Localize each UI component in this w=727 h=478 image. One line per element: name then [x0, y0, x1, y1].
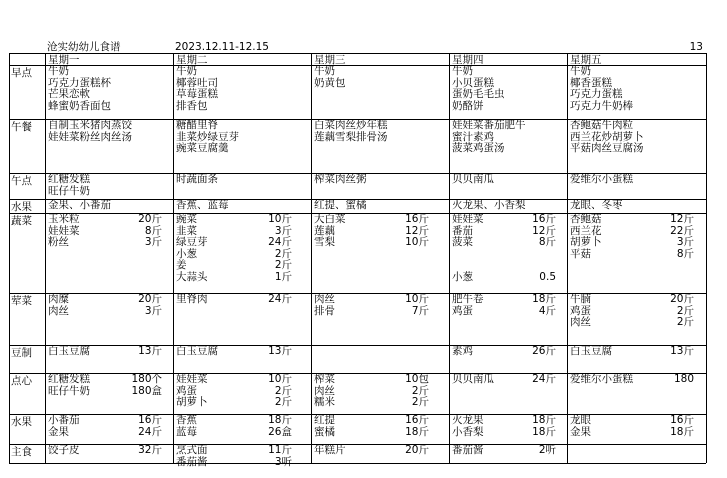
item-name: 排骨 [314, 304, 335, 317]
row-label: 早点 [11, 67, 32, 79]
menu-cell [176, 294, 309, 306]
menu-cell [48, 200, 171, 212]
item-quantity: 8斤 [538, 236, 556, 248]
menu-cell [176, 214, 309, 283]
item-name: 娃娃菜番茄肥牛 [452, 119, 526, 131]
menu-cell [452, 200, 565, 212]
item-name: 鸡蛋 [452, 304, 473, 317]
menu-cell [452, 66, 565, 112]
item-name: 娃娃菜粉丝肉丝汤 [48, 130, 132, 143]
menu-item [48, 237, 171, 249]
menu-cell [48, 294, 171, 317]
column-divider [567, 53, 568, 463]
item-name: 肉丝 [314, 293, 335, 305]
item-name: 绿豆芽 [176, 236, 208, 248]
page-number: 13 [689, 41, 703, 53]
item-quantity: 22斤 [670, 224, 694, 237]
item-name: 红提、蜜橘 [314, 199, 367, 211]
item-name: 贝贝南瓜 [452, 373, 494, 385]
menu-item [452, 174, 565, 186]
item-name: 牛奶 [452, 65, 473, 77]
menu-item [314, 427, 447, 439]
item-name: 牛腩 [570, 293, 591, 305]
item-name: 雪梨 [314, 236, 335, 248]
item-name: 奶酪饼 [452, 99, 484, 112]
item-quantity: 0.5 [539, 270, 556, 283]
item-name: 白玉豆腐 [176, 345, 218, 357]
menu-item [314, 237, 447, 249]
row-label: 午点 [11, 175, 32, 187]
item-name: 小葱 [176, 247, 197, 260]
menu-item [570, 101, 704, 113]
item-quantity: 11斤 [268, 444, 292, 456]
item-quantity: 24斤 [138, 425, 162, 438]
item-name: 火龙果 [452, 414, 484, 426]
item-name: 牛奶 [48, 65, 69, 77]
menu-cell [48, 174, 171, 197]
menu-item [452, 346, 565, 358]
item-name: 韭菜 [176, 224, 197, 237]
item-name: 鸡蛋 [176, 384, 197, 397]
column-divider [173, 53, 174, 463]
item-quantity: 2斤 [274, 259, 292, 271]
item-name: 白玉豆腐 [48, 345, 90, 357]
menu-item [314, 200, 447, 212]
menu-cell [570, 346, 704, 358]
menu-item [176, 427, 309, 439]
item-quantity: 12斤 [405, 224, 429, 237]
day-header: 星期三 [314, 54, 346, 66]
item-quantity: 20斤 [138, 213, 162, 225]
item-name: 蛋奶毛毛虫 [452, 88, 505, 100]
item-name: 烹式面 [176, 444, 208, 456]
item-quantity: 10斤 [405, 236, 429, 248]
menu-cell [48, 415, 171, 438]
item-name: 娃娃菜 [452, 213, 484, 225]
item-name: 鸡蛋 [570, 304, 591, 317]
menu-item [176, 346, 309, 358]
item-name: 糯米 [314, 396, 335, 408]
menu-cell [176, 346, 309, 358]
item-name: 小香梨 [452, 425, 484, 438]
item-name: 蓝莓 [176, 425, 197, 438]
row-label: 午餐 [11, 121, 32, 133]
item-name: 西兰花炒胡萝卜 [570, 130, 644, 143]
item-quantity: 26斤 [532, 345, 556, 357]
menu-cell [314, 120, 447, 143]
item-quantity: 13斤 [268, 345, 292, 357]
menu-cell [452, 346, 565, 358]
item-quantity: 18斤 [670, 425, 694, 438]
item-name: 椰蓉吐司 [176, 76, 218, 89]
menu-cell [452, 120, 565, 155]
menu-cell [48, 374, 171, 397]
menu-cell [314, 415, 447, 438]
menu-item [570, 174, 704, 186]
menu-item [176, 101, 309, 113]
menu-item [570, 200, 704, 212]
item-name: 肉糜 [48, 293, 69, 305]
day-header: 星期二 [176, 54, 208, 66]
item-name: 蜜汁素鸡 [452, 130, 494, 143]
item-name: 红糖发糕 [48, 373, 90, 385]
menu-item [314, 397, 447, 409]
row-label: 荤菜 [11, 295, 32, 307]
menu-item [452, 427, 565, 439]
item-name: 小番茄 [48, 414, 80, 426]
menu-cell [452, 374, 565, 386]
item-name: 椰香蛋糕 [570, 76, 612, 89]
item-name: 素鸡 [452, 345, 473, 357]
item-quantity: 16斤 [138, 414, 162, 426]
item-quantity: 2斤 [676, 304, 694, 317]
menu-item [570, 143, 704, 155]
row-label: 水果 [11, 416, 32, 428]
item-quantity: 18斤 [532, 293, 556, 305]
item-name: 肉丝 [570, 316, 591, 328]
item-quantity: 18斤 [268, 414, 292, 426]
item-name: 豌菜豆腐羹 [176, 142, 229, 154]
item-quantity: 10斤 [268, 213, 292, 225]
menu-cell [314, 200, 447, 212]
menu-item [452, 237, 565, 249]
menu-item [452, 101, 565, 113]
menu-cell [452, 445, 565, 457]
menu-table [9, 53, 706, 468]
item-quantity: 2听 [538, 444, 556, 456]
menu-cell [570, 200, 704, 212]
item-quantity: 4斤 [538, 304, 556, 317]
item-name: 菠菜 [452, 236, 473, 248]
menu-cell [176, 374, 309, 409]
item-quantity: 24斤 [532, 373, 556, 385]
menu-item [570, 374, 704, 386]
menu-cell [48, 346, 171, 358]
menu-cell [570, 214, 704, 260]
menu-item [48, 132, 171, 144]
item-quantity: 16斤 [670, 414, 694, 426]
day-header: 星期五 [570, 54, 602, 66]
menu-item [48, 427, 171, 439]
column-divider [9, 53, 10, 463]
item-name: 排香包 [176, 99, 208, 112]
item-name: 爱维尔小蛋糕 [570, 173, 633, 185]
menu-cell [314, 66, 447, 89]
item-name: 西兰花 [570, 224, 602, 237]
item-name: 娃娃菜 [176, 373, 208, 385]
date-range: 2023.12.11-12.15 [175, 41, 269, 53]
item-quantity: 2斤 [274, 247, 292, 260]
menu-item [570, 249, 704, 261]
item-name: 时蔬面条 [176, 173, 218, 185]
menu-cell [176, 174, 309, 186]
row-label: 蔬菜 [11, 215, 32, 227]
day-header: 星期一 [48, 54, 80, 66]
item-name: 番茄酱 [176, 455, 208, 468]
menu-item [176, 272, 309, 284]
menu-item [176, 397, 309, 409]
menu-cell [570, 120, 704, 155]
item-quantity: 18斤 [405, 425, 429, 438]
item-name: 大白菜 [314, 213, 346, 225]
item-name: 自制玉米猪肉蒸饺 [48, 119, 132, 131]
menu-cell [452, 214, 565, 283]
menu-cell [176, 66, 309, 112]
item-quantity: 2斤 [676, 316, 694, 328]
item-quantity: 3听 [274, 455, 292, 468]
menu-item [314, 445, 447, 457]
item-name: 龙眼、冬枣 [570, 199, 623, 211]
item-name: 火龙果、小香梨 [452, 199, 526, 211]
item-quantity: 20斤 [138, 293, 162, 305]
menu-item [570, 346, 704, 358]
item-quantity: 24斤 [268, 293, 292, 305]
item-name: 平菇 [570, 247, 591, 260]
item-name: 胡萝卜 [570, 236, 602, 248]
menu-item [452, 374, 565, 386]
item-quantity: 18斤 [532, 414, 556, 426]
item-name: 爱维尔小蛋糕 [570, 373, 633, 385]
menu-cell [48, 214, 171, 249]
item-name: 牛奶 [314, 65, 335, 77]
menu-cell [176, 120, 309, 155]
item-name: 玉米粒 [48, 213, 80, 225]
item-name: 旺仔牛奶 [48, 184, 90, 197]
item-name: 韭菜炒绿豆芽 [176, 130, 239, 143]
item-name: 榨菜 [314, 373, 335, 385]
menu-cell [570, 294, 704, 329]
item-quantity: 16斤 [405, 213, 429, 225]
item-quantity: 3斤 [144, 304, 162, 317]
menu-cell [314, 445, 447, 457]
item-name: 榨菜肉丝粥 [314, 173, 367, 185]
item-quantity: 3斤 [274, 224, 292, 237]
row-divider [9, 463, 706, 464]
item-name: 牛奶 [570, 65, 591, 77]
column-divider [706, 53, 707, 463]
item-quantity: 16斤 [532, 213, 556, 225]
menu-item [452, 445, 565, 457]
item-name: 杏鲍菇 [570, 213, 602, 225]
row-label: 主食 [11, 446, 32, 458]
menu-item [48, 200, 171, 212]
menu-cell [452, 174, 565, 186]
item-name: 年糕片 [314, 444, 346, 456]
item-name: 香蕉、蓝莓 [176, 199, 229, 211]
menu-cell [570, 374, 704, 386]
item-name: 大蒜头 [176, 270, 208, 283]
menu-cell [570, 415, 704, 438]
menu-cell [48, 445, 171, 457]
item-name: 白菜肉丝炒年糕 [314, 119, 388, 131]
row-label: 点心 [11, 375, 32, 387]
menu-item [176, 294, 309, 306]
day-header: 星期四 [452, 54, 484, 66]
item-name: 肥牛卷 [452, 293, 484, 305]
item-name: 白玉豆腐 [570, 345, 612, 357]
item-name: 豌菜 [176, 213, 197, 225]
menu-item [48, 386, 171, 398]
item-name: 贝贝南瓜 [452, 173, 494, 185]
item-quantity: 12斤 [670, 213, 694, 225]
item-name: 蜂蜜奶香面包 [48, 99, 111, 112]
item-quantity: 180 [673, 373, 694, 385]
item-quantity: 13斤 [670, 345, 694, 357]
item-name: 巧克力蛋糕 [570, 88, 623, 100]
item-name: 金果 [48, 425, 69, 438]
item-name: 芒果恋軟 [48, 88, 90, 100]
row-label: 水果 [11, 201, 32, 213]
menu-cell [314, 374, 447, 409]
item-quantity: 18斤 [532, 425, 556, 438]
item-name: 姜 [176, 259, 187, 271]
item-name: 小葱 [452, 270, 473, 283]
menu-cell [452, 415, 565, 438]
menu-cell [314, 174, 447, 186]
item-quantity: 12斤 [532, 224, 556, 237]
column-divider [45, 53, 46, 463]
menu-item [48, 445, 171, 457]
item-name: 菠菜鸡蛋汤 [452, 142, 505, 154]
menu-cell [48, 66, 171, 112]
item-name: 龙眼 [570, 414, 591, 426]
menu-cell [570, 66, 704, 112]
item-quantity: 10斤 [268, 373, 292, 385]
menu-cell [176, 445, 309, 468]
item-quantity: 2斤 [274, 384, 292, 397]
item-quantity: 32斤 [138, 444, 162, 456]
item-quantity: 10包 [405, 373, 429, 385]
menu-item [314, 174, 447, 186]
item-quantity: 2斤 [274, 396, 292, 408]
item-quantity: 8斤 [676, 247, 694, 260]
item-name: 蜜橘 [314, 425, 335, 438]
item-name: 巧克力牛奶棒 [570, 99, 633, 112]
menu-item [570, 427, 704, 439]
item-name: 番茄酱 [452, 444, 484, 456]
item-name: 番茄 [452, 224, 473, 237]
menu-item [176, 143, 309, 155]
menu-item [176, 457, 309, 469]
menu-item [452, 306, 565, 318]
item-name: 娃娃菜 [48, 224, 80, 237]
menu-item [452, 249, 565, 261]
menu-cell [314, 214, 447, 249]
item-quantity: 3斤 [144, 236, 162, 248]
item-name: 粉丝 [48, 236, 69, 248]
item-quantity: 8斤 [144, 224, 162, 237]
item-name: 红提 [314, 414, 335, 426]
item-name: 莲藕 [314, 224, 335, 237]
menu-item [176, 174, 309, 186]
item-name: 杏鲍菇牛肉粒 [570, 119, 633, 131]
menu-cell [314, 294, 447, 317]
item-name: 草莓蛋糕 [176, 88, 218, 100]
item-name: 肉丝 [314, 384, 335, 397]
menu-item [452, 143, 565, 155]
item-quantity: 2斤 [411, 384, 429, 397]
item-name: 饺子皮 [48, 444, 80, 456]
item-quantity: 3斤 [676, 236, 694, 248]
row-label: 豆制 [11, 347, 32, 359]
item-name: 香蕉 [176, 414, 197, 426]
item-quantity: 7斤 [411, 304, 429, 317]
menu-cell [452, 294, 565, 317]
item-quantity: 24斤 [268, 236, 292, 248]
item-name: 金果、小番茄 [48, 199, 111, 211]
item-quantity: 16斤 [405, 414, 429, 426]
menu-cell [570, 174, 704, 186]
item-name: 莲藕雪梨排骨汤 [314, 130, 388, 143]
menu-item [314, 306, 447, 318]
item-name: 肉丝 [48, 304, 69, 317]
item-name: 红糖发糕 [48, 173, 90, 185]
item-quantity: 2斤 [411, 396, 429, 408]
item-quantity: 13斤 [138, 345, 162, 357]
item-name: 平菇肉丝豆腐汤 [570, 142, 644, 154]
column-divider [449, 53, 450, 463]
menu-item [48, 186, 171, 198]
item-name: 金果 [570, 425, 591, 438]
menu-cell [48, 120, 171, 143]
menu-item [48, 346, 171, 358]
menu-item [48, 101, 171, 113]
item-name: 巧克力蛋糕杯 [48, 76, 111, 89]
item-name: 胡萝卜 [176, 396, 208, 408]
menu-cell [176, 200, 309, 212]
item-quantity: 180个 [131, 373, 162, 385]
item-name: 小贝蛋糕 [452, 76, 494, 89]
item-quantity: 180盒 [131, 384, 162, 397]
item-name: 牛奶 [176, 65, 197, 77]
item-name: 奶黄包 [314, 76, 346, 89]
menu-item [452, 272, 565, 284]
menu-cell [176, 415, 309, 438]
item-quantity: 26盒 [268, 425, 292, 438]
menu-item [176, 200, 309, 212]
menu-item [570, 317, 704, 329]
item-name: 旺仔牛奶 [48, 384, 90, 397]
page-title: 沧实幼幼儿食谱 [47, 41, 121, 53]
menu-item [314, 78, 447, 90]
menu-item [314, 132, 447, 144]
item-quantity: 20斤 [405, 444, 429, 456]
column-divider [311, 53, 312, 463]
menu-item [48, 306, 171, 318]
item-quantity: 10斤 [405, 293, 429, 305]
item-quantity: 1斤 [274, 270, 292, 283]
item-name: 里脊肉 [176, 293, 208, 305]
item-quantity: 20斤 [670, 293, 694, 305]
menu-item [452, 200, 565, 212]
item-name: 糖醋里脊 [176, 119, 218, 131]
